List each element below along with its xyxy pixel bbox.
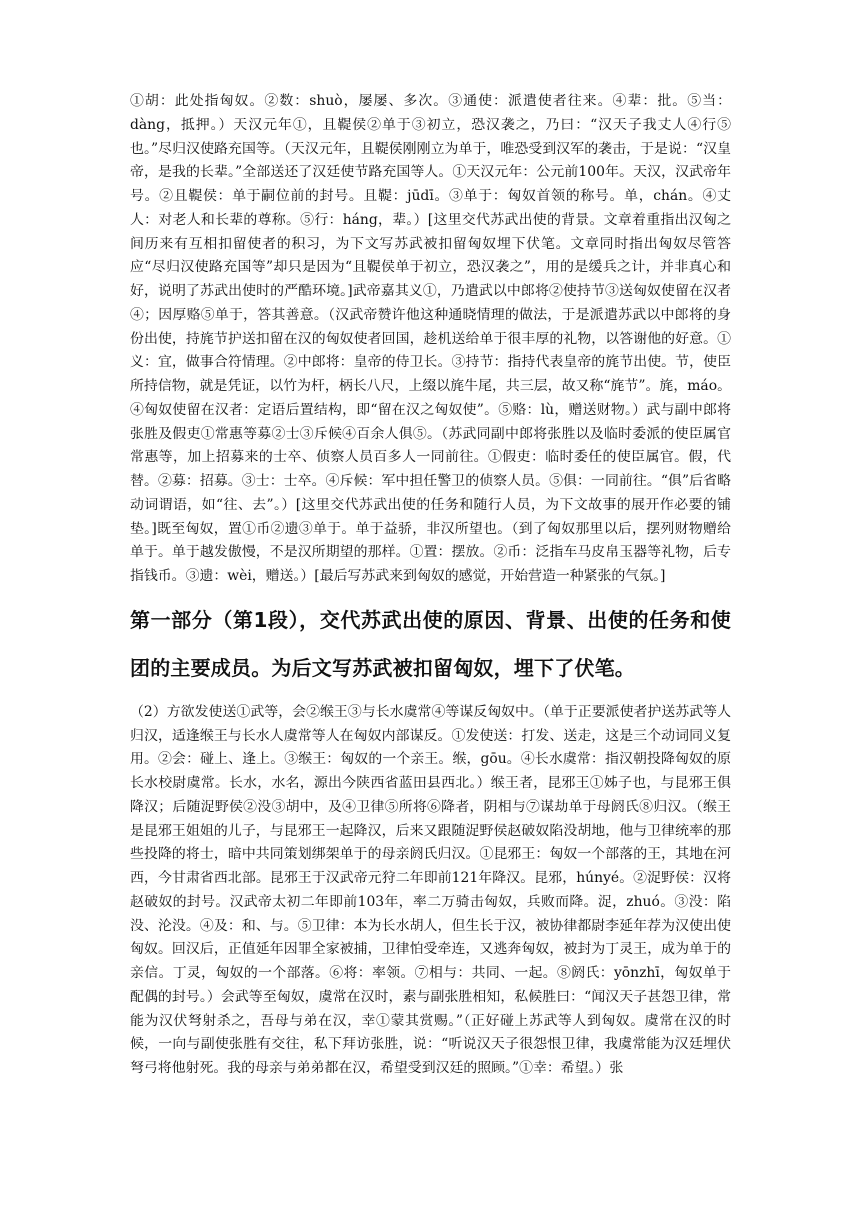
- section-heading: 第一部分（第1段），交代苏武出使的原因、背景、出使的任务和使团的主要成员。为后文写苏武被扣留匈奴，埋下了伏笔。: [130, 607, 731, 680]
- body-paragraph-2: （2）方欲发使送①武等，会②缑王③与长水虞常④等谋反匈奴中。（单于正要派使者护送苏武等人归汉，适逢缑王与长水人虞常等人在匈奴内部谋反。①发使送：打发、送走，这是三个动词同义复用。②会：碰上、逢上。③缑王：匈奴的一个亲王。缑，gōu。④长水虞常：指汉朝投降匈奴的原长水校尉虞常。长水，水名，源出今陕西省蓝田县西北。）缑王者，昆邪王①姊子也，与昆邪王俱降汉；后随浞野侯②没③胡中，及④卫律⑤所将⑥降者，阴相与⑦谋劫单于母阏氏⑧归汉。（缑王是昆邪王姐姐的儿子，与昆邪王一起降汉，后来又跟随浞野侯赵破奴陷没胡地，他与卫律统率的那些投降的将士，暗中共同策划绑架单于的母亲阏氏归汉。①昆邪王：匈奴一个部落的王，其地在河西，今甘肃省西北部。昆邪王于汉武帝元狩二年即前121年降汉。昆邪，húnyé。②浞野侯：汉将赵破奴的封号。汉武帝太初二年即前103年，率二万骑击匈奴，兵败而降。浞，zhuó。③没：陷没、沦没。④及：和、与。⑤卫律：本为长水胡人，但生长于汉，被协律都尉李延年荐为汉使出使匈奴。回汉后，正值延年因罪全家被捕，卫律怕受牵连，又逃奔匈奴，被封为丁灵王，成为单于的亲信。丁灵，匈奴的一个部落。⑥将：率领。⑦相与：共同、一起。⑧阏氏：yōnzhī，匈奴单于配偶的封号。）会武等至匈奴，虞常在汉时，素与副张胜相知，私候胜曰：“闻汉天子甚怨卫律，常能为汉伏弩射杀之，吾母与弟在汉，幸①蒙其赏赐。”（正好碰上苏武等人到匈奴。虞常在汉的时候，一向与副使张胜有交往，私下拜访张胜，说：“听说汉天子很怨恨卫律，我虞常能为汉廷埋伏弩弓将他射死。我的母亲与弟弟都在汉，希望受到汉廷的照顾。”①幸：希望。）张: [130, 703, 731, 1076]
- document-page: [130, 90, 731, 1081]
- body-paragraph-1: ①胡：此处指匈奴。②数：shuò，屡屡、多次。③通使：派遣使者往来。④辈：批。⑤当：dàng，抵押。）天汉元年①，且鞮侯②单于③初立，恐汉袭之，乃曰：“汉天子我丈人④行⑤也。”尽归汉使路充国等。（天汉元年，且鞮侯刚刚立为单于，唯恐受到汉军的袭击，于是说：“汉皇帝，是我的长辈。”全部送还了汉廷使节路充国等人。①天汉元年：公元前100年。天汉，汉武帝年号。②且鞮侯：单于嗣位前的封号。且鞮：jūdī。③单于：匈奴首领的称号。单，chán。④丈人：对老人和长辈的尊称。⑤行：háng，辈。）[这里交代苏武出使的背景。文章着重指出汉匈之间历来有互相扣留使者的积习，为下文写苏武被扣留匈奴埋下伏笔。文章同时指出匈奴尽管答应“尽归汉使路充国等”却只是因为“且鞮侯单于初立，恐汉袭之”，用的是缓兵之计，并非真心和好，说明了苏武出使时的严酷环境。]武帝嘉其义①，乃遣武以中郎将②使持节③送匈奴使留在汉者④；因厚赂⑤单于，答其善意。（汉武帝赞许他这种通晓情理的做法，于是派遣苏武以中郎将的身份出使，持旄节护送扣留在汉的匈奴使者回国，趁机送给单于很丰厚的礼物，以答谢他的好意。①义：宜，做事合符情理。②中郎将：皇帝的侍卫长。③持节：指持代表皇帝的旄节出使。节，使臣所持信物，就是凭证，以竹为杆，柄长八尺，上缀以旄牛尾，共三层，故又称“旄节”。旄，máo。④匈奴使留在汉者：定语后置结构，即“留在汉之匈奴使”。⑤赂：lù，赠送财物。）武与副中郎将张胜及假吏①常惠等募②士③斥候④百余人俱⑤。（苏武同副中郎将张胜以及临时委派的使臣属官常惠等，加上招募来的士卒、侦察人员百多人一同前往。①假吏：临时委任的使臣属官。假，代替。②募：招募。③士：士卒。④斥候：军中担任警卫的侦察人员。⑤俱：一同前往。“俱”后省略动词谓语，如“往、去”。）[这里交代苏武出使的任务和随行人员，为下文故事的展开作必要的铺垫。]既至匈奴，置①币②遗③单于。单于益骄，非汉所望也。（到了匈奴那里以后，摆列财物赠给单于。单于越发傲慢，不是汉所期望的那样。①置：摆放。②币：泛指车马皮帛玉器等礼物，后专指钱币。③遗：wèi，赠送。）[最后写苏武来到匈奴的感觉，开始营造一种紧张的气氛。]: [130, 93, 731, 584]
